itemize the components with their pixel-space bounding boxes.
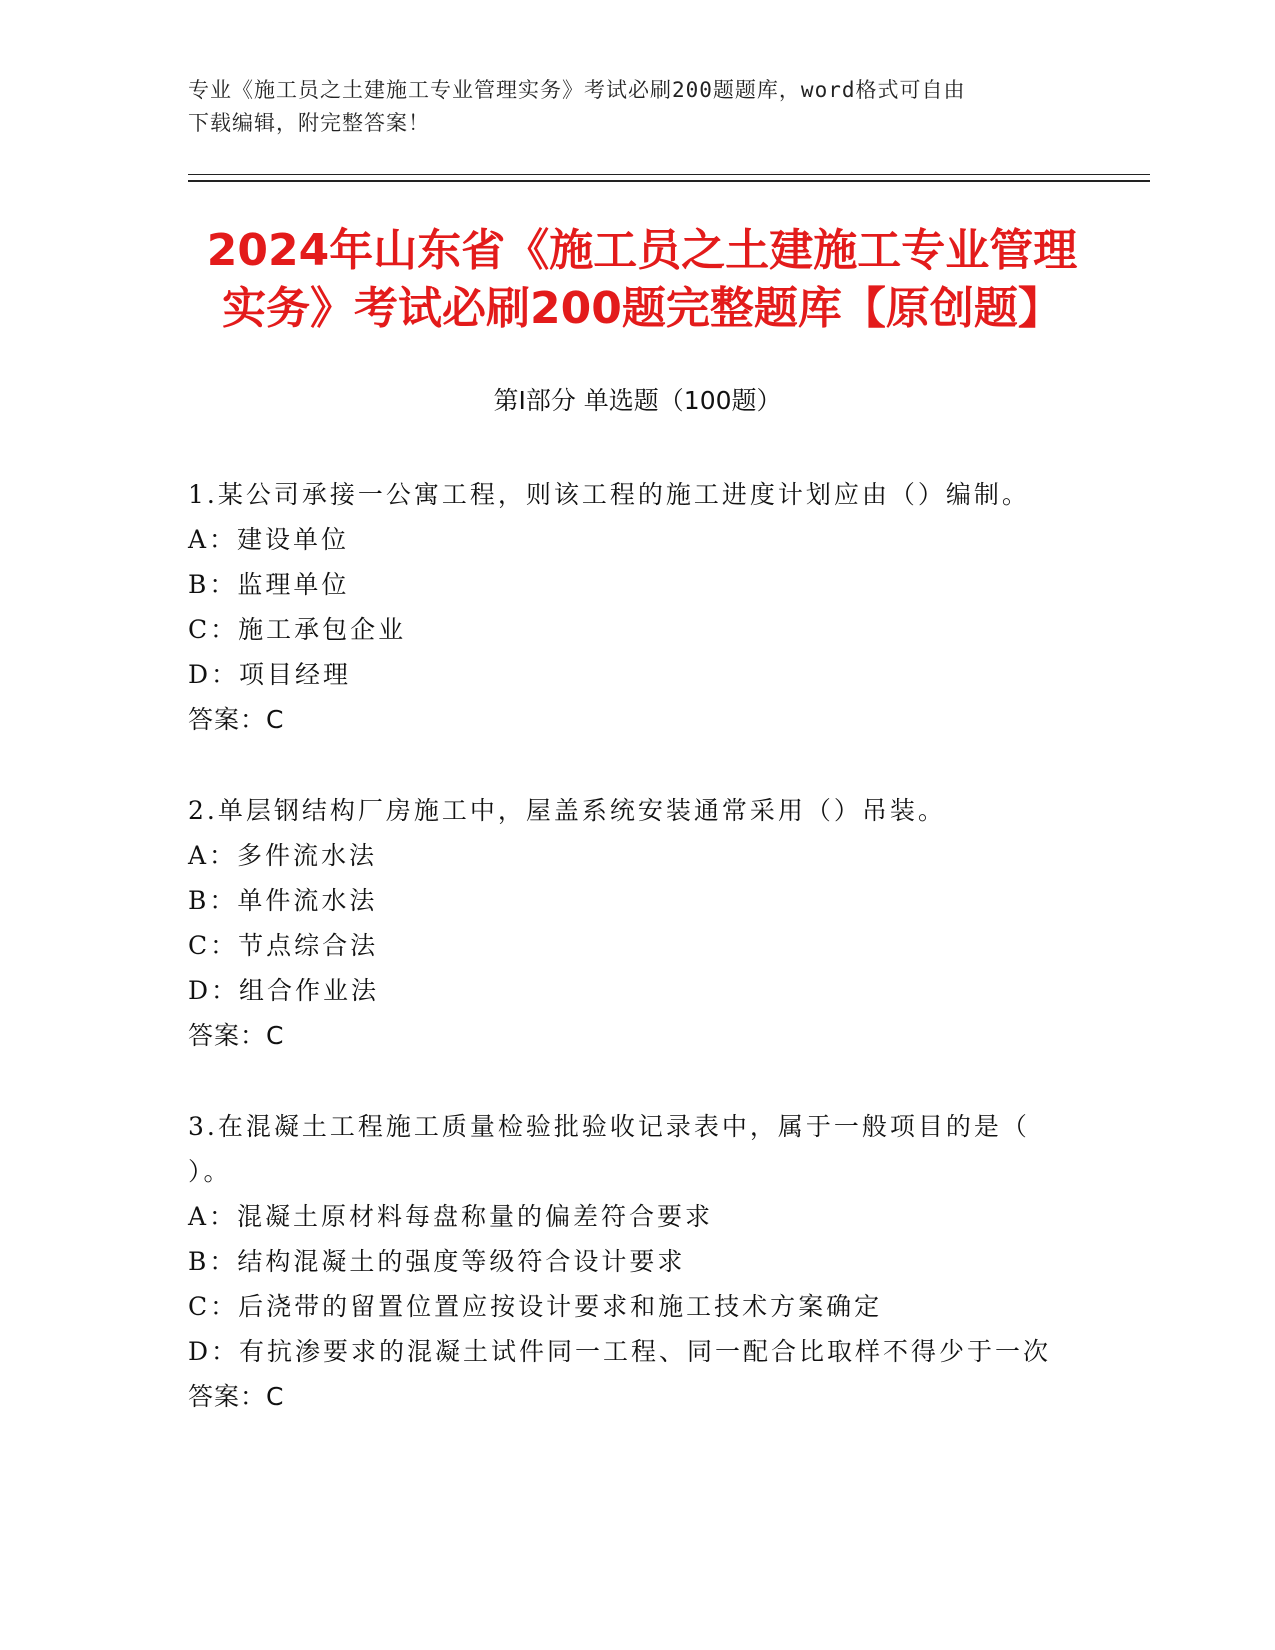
header-note-line-2: 下载编辑，附完整答案！ [188,111,430,135]
option-b: B：单件流水法 [188,886,378,915]
section-title: 第Ⅰ部分 单选题（100题） [493,386,782,415]
question-stem: 1.某公司承接一公寓工程，则该工程的施工进度计划应由（）编制。 [188,480,1030,509]
option-a: A：建设单位 [188,525,350,554]
answer: 答案：C [188,1021,285,1050]
document-title-line-1: 2024年山东省《施工员之土建施工专业管理 [206,225,1078,276]
option-c: C：施工承包企业 [188,615,407,644]
option-a: A：混凝土原材料每盘称量的偏差符合要求 [188,1202,714,1231]
option-c: C：后浇带的留置位置应按设计要求和施工技术方案确定 [188,1292,883,1321]
question-1 [188,472,1068,742]
question-stem-line-1: 3.在混凝土工程施工质量检验批验收记录表中，属于一般项目的是（ [188,1112,1030,1141]
option-d: D：组合作业法 [188,976,380,1005]
question-stem-line-2: ）。 [188,1157,232,1186]
document-title [192,222,1092,338]
header-divider-thick [188,180,1150,182]
header-divider-thin [188,174,1150,175]
option-c: C：节点综合法 [188,931,379,960]
document-title-line-2: 实务》考试必刷200题完整题库【原创题】 [222,283,1062,334]
option-a: A：多件流水法 [188,841,378,870]
option-d: D：项目经理 [188,660,352,689]
question-stem: 2.单层钢结构厂房施工中，屋盖系统安装通常采用（）吊装。 [188,796,946,825]
question-3 [188,1104,1068,1419]
option-b: B：监理单位 [188,570,350,599]
header-note-line-1: 专业《施工员之土建施工专业管理实务》考试必刷200题题库，word格式可自由 [188,78,966,102]
question-2 [188,788,1068,1058]
option-d: D：有抗渗要求的混凝土试件同一工程、同一配合比取样不得少于一次 [188,1337,1052,1366]
header-note [188,74,1068,140]
answer: 答案：C [188,705,285,734]
answer: 答案：C [188,1382,285,1411]
option-b: B：结构混凝土的强度等级符合设计要求 [188,1247,686,1276]
